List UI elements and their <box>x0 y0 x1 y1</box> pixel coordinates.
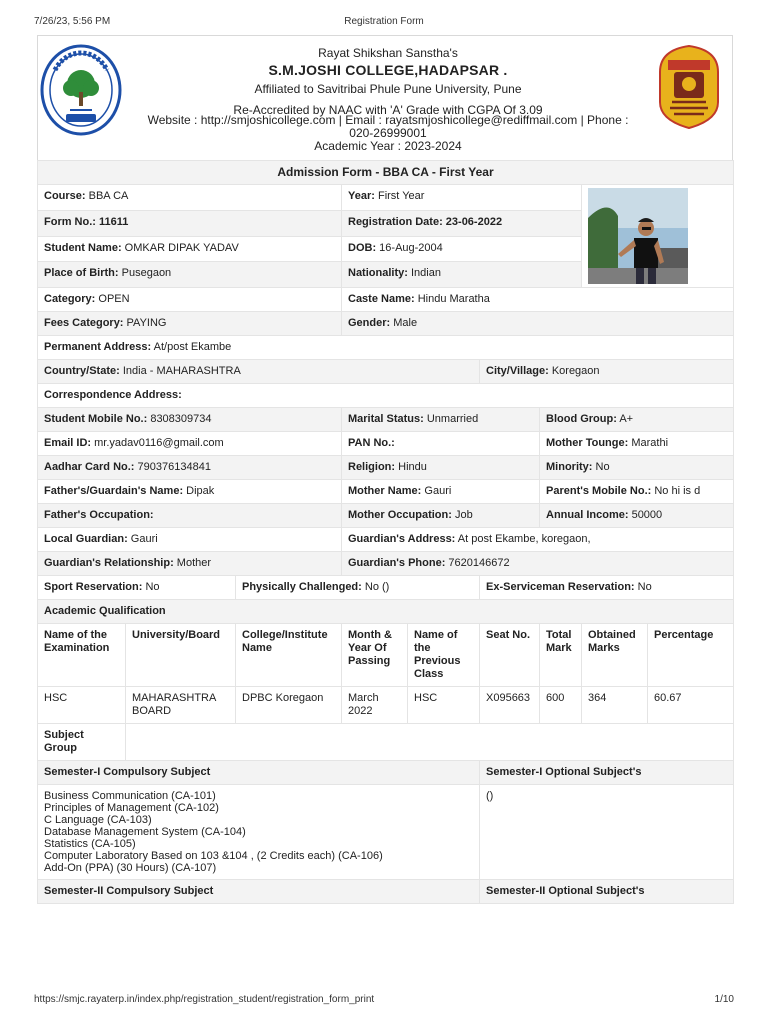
academic-col-header: Seat No. <box>480 624 540 687</box>
sport-reservation-cell: Sport Reservation: No <box>38 576 236 600</box>
academic-col-header: Name of the Previous Class <box>408 624 480 687</box>
caste-cell: Caste Name: Hindu Maratha <box>342 288 734 312</box>
mother-name-cell: Mother Name: Gauri <box>342 480 540 504</box>
academic-cell: HSC <box>408 687 480 724</box>
marital-cell: Marital Status: Unmarried <box>342 408 540 432</box>
academic-col-header: Obtained Marks <box>582 624 648 687</box>
city-cell: City/Village: Koregaon <box>480 360 734 384</box>
year-cell: Year: First Year <box>342 185 582 211</box>
academic-col-header: Name of the Examination <box>38 624 126 687</box>
row-course <box>38 185 734 211</box>
rayat-shikshan-logo <box>40 44 122 139</box>
print-datetime: 7/26/23, 5:56 PM <box>34 16 111 27</box>
print-header <box>34 16 734 30</box>
page-number: 1/10 <box>714 994 734 1005</box>
guardian-phone-cell: Guardian's Phone: 7620146672 <box>342 552 734 576</box>
accreditation: Re-Accredited by NAAC with 'A' Grade with CGPA Of 3.09 <box>233 103 543 117</box>
sem2-optional-title: Semester-II Optional Subject's <box>480 880 734 904</box>
institution-text <box>134 47 642 153</box>
print-footer <box>34 994 734 1008</box>
student-photo <box>588 188 688 284</box>
academic-col-header: Percentage <box>648 624 734 687</box>
row-email <box>38 432 734 456</box>
reg-date-cell: Registration Date: 23-06-2022 <box>342 210 582 236</box>
fees-category-cell: Fees Category: PAYING <box>38 312 342 336</box>
blood-group-cell: Blood Group: A+ <box>540 408 734 432</box>
academic-cell: X095663 <box>480 687 540 724</box>
subject-item: Business Communication (CA-101) <box>44 790 216 802</box>
student-name-cell: Student Name: OMKAR DIPAK YADAV <box>38 236 342 262</box>
subject-item: Principles of Management (CA-102) <box>44 802 219 814</box>
subject-group-label: Subject Group <box>38 724 126 761</box>
academic-header-row <box>38 624 734 687</box>
academic-cell: 600 <box>540 687 582 724</box>
form-title-row <box>38 161 734 185</box>
row-category <box>38 288 734 312</box>
row-father <box>38 480 734 504</box>
academic-year: Academic Year : 2023-2024 <box>314 139 462 153</box>
exserviceman-cell: Ex-Serviceman Reservation: No <box>480 576 734 600</box>
annual-income-cell: Annual Income: 50000 <box>540 504 734 528</box>
corr-address-cell: Correspondence Address: <box>38 384 734 408</box>
academic-cell: 364 <box>582 687 648 724</box>
academic-cell: 60.67 <box>648 687 734 724</box>
father-name-cell: Father's/Guardain's Name: Dipak <box>38 480 342 504</box>
parent-mobile-cell: Parent's Mobile No.: No hi is d <box>540 480 734 504</box>
gender-cell: Gender: Male <box>342 312 734 336</box>
row-guardian-relation <box>38 552 734 576</box>
subject-item: Computer Laboratory Based on 103 &104 , (2 Credits each) (CA-106) <box>44 850 383 862</box>
subject-item: Add-On (PPA) (30 Hours) (CA-107) <box>44 862 217 874</box>
row-fees <box>38 312 734 336</box>
subject-item: Database Management System (CA-104) <box>44 826 246 838</box>
sem1-compulsory-title: Semester-I Compulsory Subject <box>38 761 480 785</box>
form-no-cell: Form No.: 11611 <box>38 210 342 236</box>
father-occupation-cell: Father's Occupation: <box>38 504 342 528</box>
course-cell: Course: BBA CA <box>38 185 342 211</box>
form-title: Admission Form - BBA CA - First Year <box>38 161 734 185</box>
student-photo-cell <box>582 185 734 288</box>
perm-address-cell: Permanent Address: At/post Ekambe <box>38 336 734 360</box>
mobile-cell: Student Mobile No.: 8308309734 <box>38 408 342 432</box>
pan-cell: PAN No.: <box>342 432 540 456</box>
local-guardian-cell: Local Guardian: Gauri <box>38 528 342 552</box>
row-perm-address <box>38 336 734 360</box>
subject-item: Statistics (CA-105) <box>44 838 136 850</box>
country-state-cell: Country/State: India - MAHARASHTRA <box>38 360 480 384</box>
academic-qualification-title: Academic Qualification <box>38 600 734 624</box>
row-country <box>38 360 734 384</box>
sem1-title-row <box>38 761 734 785</box>
academic-cell: HSC <box>38 687 126 724</box>
academic-cell: MAHARASHTRA BOARD <box>126 687 236 724</box>
college-crest-logo <box>650 42 728 130</box>
sem2-compulsory-title: Semester-II Compulsory Subject <box>38 880 480 904</box>
minority-cell: Minority: No <box>540 456 734 480</box>
row-occupation <box>38 504 734 528</box>
birth-place-cell: Place of Birth: Pusegaon <box>38 262 342 288</box>
academic-cell: DPBC Koregaon <box>236 687 342 724</box>
academic-col-header: College/Institute Name <box>236 624 342 687</box>
print-url: https://smjc.rayaterp.in/index.php/registration_student/registration_form_print <box>34 994 375 1005</box>
sem1-optional-list: () <box>480 785 734 880</box>
row-reservation <box>38 576 734 600</box>
row-mobile <box>38 408 734 432</box>
subject-group-row <box>38 724 734 761</box>
category-cell: Category: OPEN <box>38 288 342 312</box>
row-aadhar <box>38 456 734 480</box>
admission-form-table <box>37 160 734 904</box>
print-page-title: Registration Form <box>344 16 424 27</box>
academic-col-header: Total Mark <box>540 624 582 687</box>
dob-cell: DOB: 16-Aug-2004 <box>342 236 582 262</box>
mother-tongue-cell: Mother Tounge: Marathi <box>540 432 734 456</box>
academic-col-header: Month & Year Of Passing <box>342 624 408 687</box>
sem1-subjects-row <box>38 785 734 880</box>
nationality-cell: Nationality: Indian <box>342 262 582 288</box>
affiliation: Affiliated to Savitribai Phule Pune University, Pune <box>254 82 522 96</box>
sanstha-name: Rayat Shikshan Sanstha's <box>318 46 458 60</box>
subject-group-value <box>126 724 734 761</box>
religion-cell: Religion: Hindu <box>342 456 540 480</box>
registration-sheet <box>37 35 733 904</box>
academic-data-row <box>38 687 734 724</box>
guardian-address-cell: Guardian's Address: At post Ekambe, koregaon, <box>342 528 734 552</box>
subject-item: C Language (CA-103) <box>44 814 152 826</box>
sem2-title-row <box>38 880 734 904</box>
college-name: S.M.JOSHI COLLEGE,HADAPSAR . <box>268 62 508 78</box>
guardian-relationship-cell: Guardian's Relationship: Mother <box>38 552 342 576</box>
aadhar-cell: Aadhar Card No.: 790376134841 <box>38 456 342 480</box>
institution-header <box>37 35 733 160</box>
mother-occupation-cell: Mother Occupation: Job <box>342 504 540 528</box>
row-corr-address <box>38 384 734 408</box>
academic-col-header: University/Board <box>126 624 236 687</box>
sem1-optional-title: Semester-I Optional Subject's <box>480 761 734 785</box>
row-local-guardian <box>38 528 734 552</box>
contact-info: Website : http://smjoshicollege.com | Email : rayatsmjoshicollege@rediffmail.com | Phone : 020-26999001 <box>147 113 629 140</box>
sem1-compulsory-list <box>38 785 480 880</box>
physically-challenged-cell: Physically Challenged: No () <box>236 576 480 600</box>
email-cell: Email ID: mr.yadav0116@gmail.com <box>38 432 342 456</box>
academic-cell: March 2022 <box>342 687 408 724</box>
academic-title-row <box>38 600 734 624</box>
